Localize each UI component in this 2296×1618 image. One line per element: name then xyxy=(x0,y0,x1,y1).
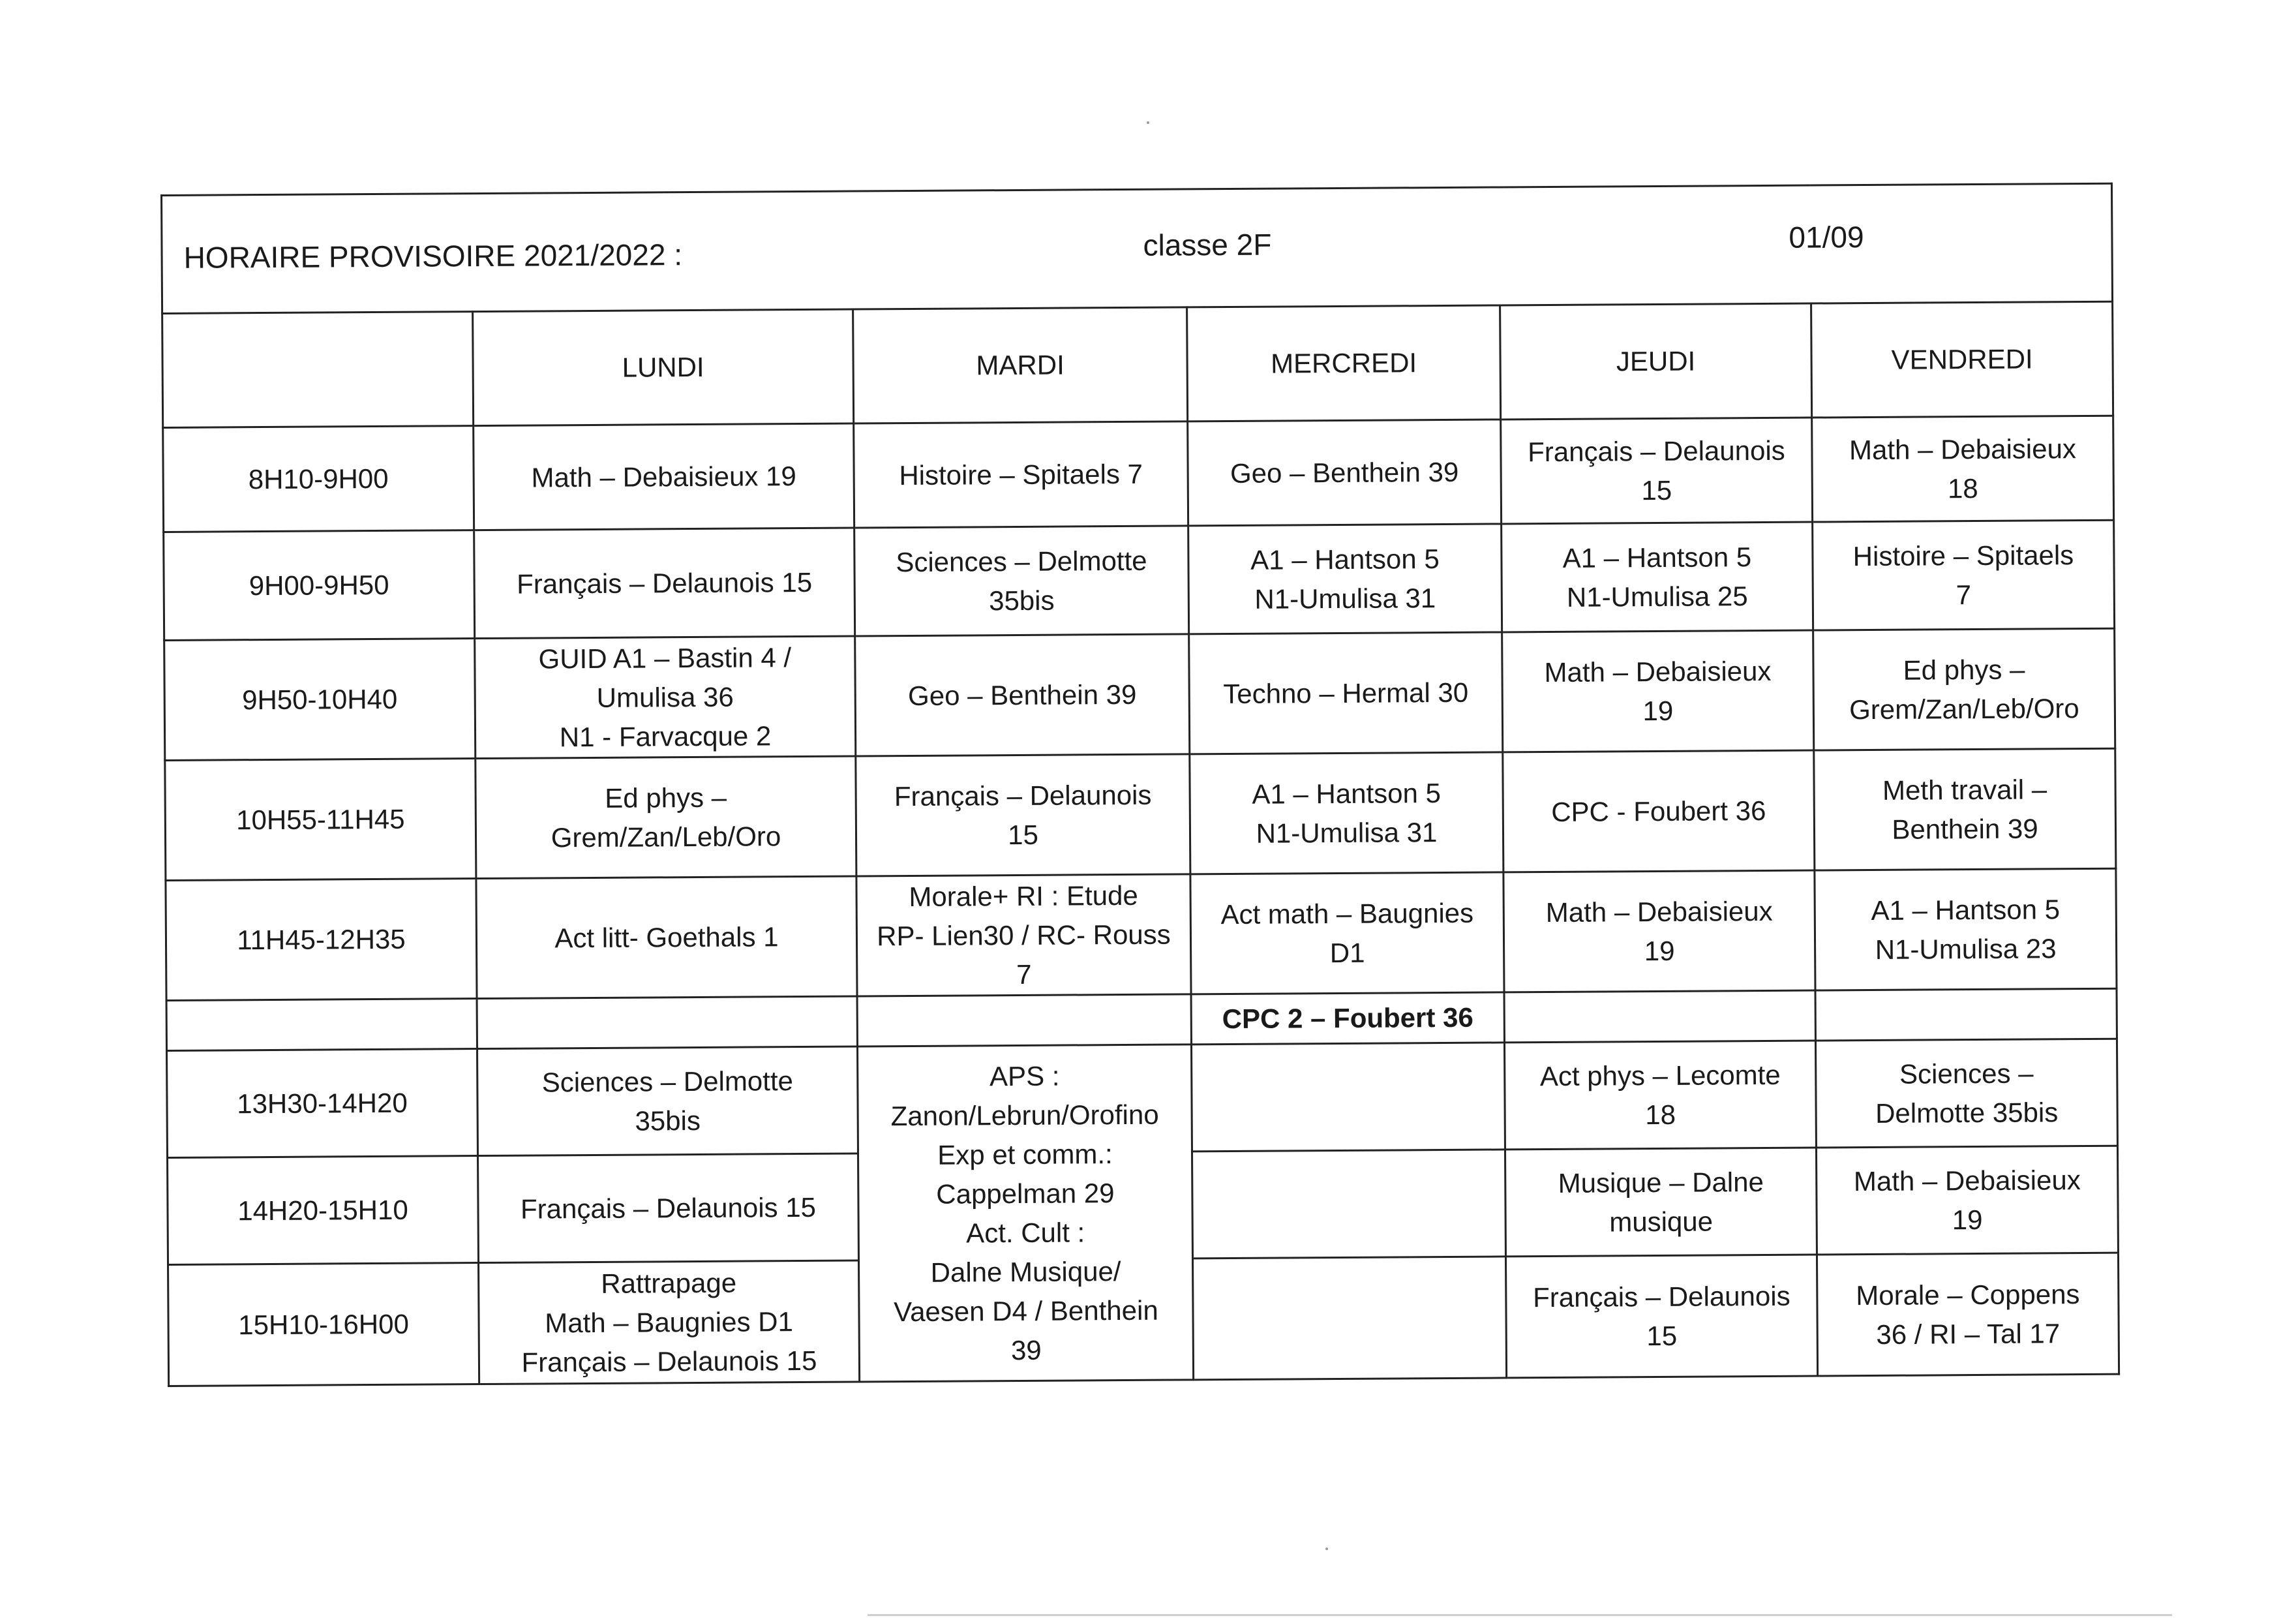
table-row xyxy=(165,748,2116,880)
lunch-cell-mercredi: CPC 2 – Foubert 36 xyxy=(1191,992,1504,1045)
course-cell xyxy=(1190,752,1503,874)
course-cell xyxy=(1815,1039,2117,1148)
course-text: APS : Zanon/Lebrun/Orofino Exp et comm.: Cappelman 29 Act. Cult : Dalne Musique/ Vaesen D4 / Benthein 39 xyxy=(890,1060,1159,1366)
time-slot-label: 15H10-16H00 xyxy=(168,1263,479,1386)
scan-speck xyxy=(1147,121,1149,124)
course-cell xyxy=(476,876,857,999)
table-row xyxy=(166,868,2117,1000)
course-cell xyxy=(1813,628,2115,750)
course-cell xyxy=(1817,1253,2119,1376)
course-cell xyxy=(1816,1146,2118,1255)
course-cell xyxy=(1191,1043,1505,1152)
scan-speck xyxy=(1325,1548,1328,1550)
course-text: Rattrapage Math – Baugnies D1 Français – Delaunois 15 xyxy=(521,1267,817,1378)
course-cell xyxy=(1192,1257,1506,1380)
course-cell xyxy=(1192,1150,1505,1259)
day-header-jeudi: JEUDI xyxy=(1500,303,1812,420)
course-text: Histoire – Spitaels 7 xyxy=(899,458,1143,491)
course-cell xyxy=(1501,418,1813,524)
time-slot-label: 9H00-9H50 xyxy=(164,530,475,641)
course-cell xyxy=(1815,868,2117,990)
page-title: HORAIRE PROVISOIRE 2021/2022 : xyxy=(183,237,683,275)
course-cell xyxy=(1813,520,2115,630)
lunch-cell xyxy=(1815,988,2117,1041)
table-row xyxy=(164,628,2115,760)
course-text: Français – Delaunois 15 xyxy=(894,779,1152,850)
course-text: Math – Debaisieux 19 xyxy=(1853,1164,2081,1235)
course-text: Musique – Dalne musique xyxy=(1558,1166,1764,1237)
time-slot-label: 14H20-15H10 xyxy=(168,1156,479,1265)
course-text: Ed phys – Grem/Zan/Leb/Oro xyxy=(1849,654,2079,725)
course-cell xyxy=(1503,870,1815,992)
course-text: Morale+ RI : Etude RP- Lien30 / RC- Rouss 7 xyxy=(877,879,1171,990)
course-cell xyxy=(1504,1041,1816,1150)
course-cell xyxy=(1505,1148,1817,1257)
course-cell xyxy=(476,756,856,879)
course-text: Geo – Benthein 39 xyxy=(907,679,1137,711)
course-cell xyxy=(1503,750,1815,872)
time-slot-label: 10H55-11H45 xyxy=(165,759,476,881)
course-text: Math – Debaisieux 19 xyxy=(1544,655,1772,726)
course-text xyxy=(1198,1203,1499,1205)
course-text: Act phys – Lecomte 18 xyxy=(1539,1059,1781,1130)
course-text: A1 – Hantson 5 N1-Umulisa 23 xyxy=(1871,893,2061,965)
course-text: Meth travail – Benthein 39 xyxy=(1882,773,2047,845)
course-cell xyxy=(1812,416,2114,522)
schedule-table xyxy=(160,183,2120,1387)
day-header-lundi: LUNDI xyxy=(473,309,854,426)
course-text: Français – Delaunois 15 xyxy=(517,566,813,600)
course-cell xyxy=(474,423,854,530)
course-cell xyxy=(477,1046,858,1156)
course-text: Sciences – Delmotte 35bis xyxy=(541,1065,794,1137)
course-text: Ed phys – Grem/Zan/Leb/Oro xyxy=(551,782,781,853)
days-header-row xyxy=(162,301,2113,427)
course-text: Histoire – Spitaels 7 xyxy=(1852,539,2074,610)
schedule-sheet xyxy=(160,183,2118,1387)
course-text: Français – Delaunois 15 xyxy=(520,1191,817,1225)
course-cell xyxy=(475,636,856,759)
course-text: A1 – Hantson 5 N1-Umulisa 31 xyxy=(1252,777,1442,849)
time-slot-label: 11H45-12H35 xyxy=(166,879,477,1001)
day-header-mardi: MARDI xyxy=(853,307,1188,423)
course-text: A1 – Hantson 5 N1-Umulisa 31 xyxy=(1250,543,1440,615)
day-header-mercredi: MERCREDI xyxy=(1187,305,1501,421)
lunch-cell xyxy=(166,999,477,1051)
course-cell xyxy=(854,526,1189,636)
header-cell xyxy=(162,183,2113,313)
course-text: GUID A1 – Bastin 4 / Umulisa 36 N1 - Farvacque 2 xyxy=(538,641,792,752)
course-text: Geo – Benthein 39 xyxy=(1230,456,1459,489)
course-text: Techno – Hermal 30 xyxy=(1223,677,1469,709)
table-row xyxy=(167,1039,2118,1157)
course-text: Act litt- Goethals 1 xyxy=(554,921,779,953)
course-cell xyxy=(856,754,1190,876)
course-cell xyxy=(1502,630,1814,752)
course-cell xyxy=(474,528,855,639)
course-text: Math – Debaisieux 18 xyxy=(1849,433,2077,504)
time-slot-label: 8H10-9H00 xyxy=(163,426,474,532)
scan-edge xyxy=(868,1614,2172,1616)
course-cell xyxy=(854,421,1188,528)
day-header-vendredi: VENDREDI xyxy=(1811,301,2113,418)
table-row xyxy=(164,520,2115,640)
course-cell xyxy=(478,1153,859,1263)
course-text xyxy=(1198,1096,1498,1098)
course-text: Français – Delaunois 15 xyxy=(1532,1280,1790,1351)
class-label: classe 2F xyxy=(1143,227,1272,262)
course-cell xyxy=(1188,524,1502,634)
header-row xyxy=(162,183,2113,313)
time-slot-label: 13H30-14H20 xyxy=(167,1049,478,1158)
course-cell xyxy=(479,1260,860,1384)
course-cell xyxy=(1190,872,1504,994)
course-cell xyxy=(1189,632,1503,754)
table-row xyxy=(163,416,2114,532)
lunch-cell xyxy=(857,994,1191,1046)
course-text: A1 – Hantson 5 N1-Umulisa 25 xyxy=(1562,541,1752,613)
course-text: Math – Debaisieux 19 xyxy=(531,460,796,493)
course-text: CPC - Foubert 36 xyxy=(1551,795,1766,827)
course-text: Math – Debaisieux 19 xyxy=(1545,895,1773,966)
course-cell xyxy=(1188,420,1502,526)
course-text: Act math – Baugnies D1 xyxy=(1220,897,1474,968)
course-cell xyxy=(1814,748,2116,870)
lunch-cell xyxy=(1504,990,1815,1043)
date-label: 01/09 xyxy=(1789,220,1864,254)
course-text: Morale – Coppens 36 / RI – Tal 17 xyxy=(1856,1278,2080,1350)
aps-merged-cell xyxy=(857,1045,1193,1382)
course-cell xyxy=(1505,1255,1817,1378)
corner-cell xyxy=(162,312,474,428)
course-text: Sciences – Delmotte 35bis xyxy=(1875,1057,2059,1129)
course-cell xyxy=(856,874,1191,996)
lunch-cell xyxy=(477,996,857,1049)
course-cell xyxy=(855,634,1190,756)
course-text: Français – Delaunois 15 xyxy=(1528,435,1785,506)
course-cell xyxy=(1502,522,1813,632)
course-text: Sciences – Delmotte 35bis xyxy=(896,545,1147,616)
time-slot-label: 9H50-10H40 xyxy=(164,639,476,761)
course-text xyxy=(1200,1317,1500,1319)
